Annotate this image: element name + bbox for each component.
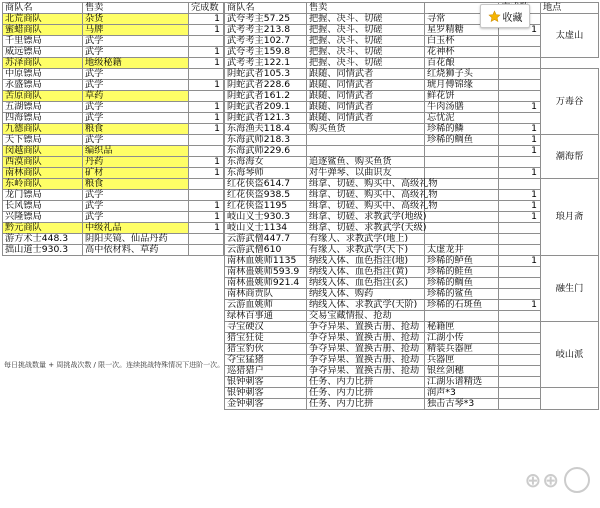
- reward-cell: 太虚龙井: [425, 245, 499, 256]
- count-cell: [499, 245, 541, 256]
- reward-cell: 百花酿: [425, 58, 499, 69]
- table-row: [225, 256, 599, 267]
- actions-cell: 把握、决斗、切磋: [307, 14, 425, 25]
- caravan-name-cell: 西漠商队: [3, 157, 83, 168]
- count-cell: 1: [189, 25, 224, 36]
- goods-cell: 武学: [83, 102, 189, 113]
- goods-cell: 武学: [83, 113, 189, 124]
- count-cell: 1: [499, 300, 541, 311]
- favorite-button[interactable]: [480, 4, 530, 28]
- npc-name-cell: 红花侠盗1195: [225, 201, 307, 212]
- npc-name-cell: 武夸考主159.8: [225, 47, 307, 58]
- count-cell: 1: [499, 124, 541, 135]
- reward-cell: [425, 168, 499, 179]
- npc-name-cell: 南林蛊姚师593.9: [225, 267, 307, 278]
- count-cell: 1: [499, 146, 541, 157]
- caravan-name-cell: 四海镖局: [3, 113, 83, 124]
- actions-cell: 把握、决斗、切磋: [307, 25, 425, 36]
- footnote-text: 每日挑战数量 + 周挑战次数 / 限一次。连续挑战特殊情况下进阶一次。: [4, 361, 225, 369]
- caravan-table-left-body: [3, 3, 224, 256]
- npc-name-cell: 云游血姚师: [225, 300, 307, 311]
- table-row: [3, 58, 224, 69]
- actions-cell: 有缘人、求教武学(地上): [307, 234, 425, 245]
- count-cell: 1: [189, 124, 224, 135]
- location-cell: 融生门: [541, 256, 599, 322]
- actions-cell: 缉拿、切磋、购买中、高级礼物: [307, 201, 425, 212]
- header-caravan-name: 商队名: [3, 3, 83, 14]
- reward-cell: 珍稀的石斑鱼: [425, 300, 499, 311]
- count-cell: [189, 36, 224, 47]
- npc-name-cell: 东海渔夫118.4: [225, 124, 307, 135]
- count-cell: [499, 344, 541, 355]
- count-cell: [499, 377, 541, 388]
- count-cell: [499, 267, 541, 278]
- caravan-name-cell: 兴隆镖局: [3, 212, 83, 223]
- actions-cell: 购买鱼货: [307, 124, 425, 135]
- reward-cell: 珍稀的鲷鱼: [425, 278, 499, 289]
- actions-cell: 把握、决斗、切磋: [307, 36, 425, 47]
- caravan-name-cell: 中原镖局: [3, 69, 83, 80]
- count-cell: [189, 234, 224, 245]
- table-row: [3, 223, 224, 234]
- reward-cell: 江湖小传: [425, 333, 499, 344]
- reward-cell: [425, 311, 499, 322]
- count-cell: 1: [499, 168, 541, 179]
- table-row: [3, 36, 224, 47]
- reward-cell: 忘忧泥: [425, 113, 499, 124]
- npc-name-cell: 武考考主213.8: [225, 25, 307, 36]
- count-cell: 1: [189, 113, 224, 124]
- count-cell: [499, 322, 541, 333]
- table-row: [225, 179, 599, 190]
- actions-cell: 任务、内力比拼: [307, 399, 425, 410]
- table-row: [3, 179, 224, 190]
- actions-cell: 纳线入体、求教武学(天阶): [307, 300, 425, 311]
- table-row: [225, 58, 599, 69]
- actions-cell: 跟随、同情武者: [307, 113, 425, 124]
- caravan-name-cell: 闵越商队: [3, 146, 83, 157]
- npc-name-cell: 红花侠盗614.7: [225, 179, 307, 190]
- table-row: [3, 168, 224, 179]
- header-complete-count: 完成数: [189, 3, 224, 14]
- reward-cell: 珍稀的鲑鱼: [425, 267, 499, 278]
- count-cell: [499, 91, 541, 102]
- count-cell: 1: [189, 212, 224, 223]
- actions-cell: 任务、内力比拼: [307, 388, 425, 399]
- actions-cell: 跟随、同情武者: [307, 102, 425, 113]
- location-cell: [541, 388, 599, 410]
- npc-name-cell: 武考考主122.1: [225, 58, 307, 69]
- table-row: [3, 113, 224, 124]
- count-cell: [499, 399, 541, 410]
- npc-name-cell: 寻宝硬汉: [225, 322, 307, 333]
- caravan-table-right: [224, 2, 599, 410]
- npc-name-cell: 阴蛇武者105.3: [225, 69, 307, 80]
- reward-cell: 银丝剑穗: [425, 366, 499, 377]
- npc-name-cell: 云游武僧610: [225, 245, 307, 256]
- caravan-name-cell: 苦原商队: [3, 91, 83, 102]
- star-icon: [488, 10, 501, 23]
- count-cell: [499, 157, 541, 168]
- goods-cell: 武学: [83, 201, 189, 212]
- count-cell: 1: [189, 201, 224, 212]
- actions-cell: 争夺异果、置换古册、抢劫: [307, 322, 425, 333]
- goods-cell: 矿材: [83, 168, 189, 179]
- npc-name-cell: 阴蛇武者121.3: [225, 113, 307, 124]
- actions-cell: 缉拿、切磋、求教武学(地级): [307, 212, 425, 223]
- caravan-name-cell: 永盛镖局: [3, 80, 83, 91]
- npc-name-cell: 猎宝豹伙: [225, 344, 307, 355]
- table-row: [3, 47, 224, 58]
- count-cell: [499, 223, 541, 234]
- count-cell: [499, 80, 541, 91]
- actions-cell: 争夺异果、置换古册、抢劫: [307, 333, 425, 344]
- reward-cell: 秘籍匣: [425, 322, 499, 333]
- table-row: [3, 69, 224, 80]
- goods-cell: 武学: [83, 190, 189, 201]
- goods-cell: 武学: [83, 212, 189, 223]
- npc-name-cell: 东海琴师: [225, 168, 307, 179]
- count-cell: [189, 135, 224, 146]
- count-cell: [499, 179, 541, 190]
- caravan-table-right-body: [225, 3, 599, 410]
- goods-cell: 武学: [83, 36, 189, 47]
- table-row: [225, 322, 599, 333]
- npc-name-cell: 东海海女: [225, 157, 307, 168]
- actions-cell: 纳线入体、血色指注(黄): [307, 267, 425, 278]
- npc-name-cell: 绿林百事通: [225, 311, 307, 322]
- reward-cell: 珍稀的鳞: [425, 124, 499, 135]
- reward-cell: 琥月傅锦缘: [425, 80, 499, 91]
- goods-cell: 粮食: [83, 179, 189, 190]
- table-row: [3, 80, 224, 91]
- count-cell: 1: [189, 58, 224, 69]
- reward-cell: [425, 234, 499, 245]
- table-row: [225, 14, 599, 25]
- actions-cell: 跟随、同情武者: [307, 91, 425, 102]
- count-cell: [499, 311, 541, 322]
- goods-cell: 杂货: [83, 14, 189, 25]
- count-cell: 1: [499, 135, 541, 146]
- count-cell: [499, 234, 541, 245]
- caravan-name-cell: 龙门镖局: [3, 190, 83, 201]
- count-cell: 1: [499, 25, 541, 36]
- caravan-name-cell: 九德商队: [3, 124, 83, 135]
- goods-cell: 武学: [83, 69, 189, 80]
- actions-cell: 任务、内力比拼: [307, 377, 425, 388]
- table-row: [3, 25, 224, 36]
- reward-cell: 珍稀的鲈鱼: [425, 256, 499, 267]
- goods-cell: 编织品: [83, 146, 189, 157]
- goods-cell: 武学: [83, 80, 189, 91]
- watermark-logo: [490, 458, 590, 502]
- npc-name-cell: 猎宝狂徒: [225, 333, 307, 344]
- count-cell: [499, 366, 541, 377]
- actions-cell: [307, 135, 425, 146]
- actions-cell: 对牛弹琴、以曲识友: [307, 168, 425, 179]
- npc-name-cell: 阴蛇武者161.2: [225, 91, 307, 102]
- count-cell: [189, 146, 224, 157]
- count-cell: [499, 289, 541, 300]
- header-actions: 售卖: [307, 3, 425, 14]
- location-cell: 潮海帮: [541, 135, 599, 179]
- reward-cell: 牛肉汤膳: [425, 102, 499, 113]
- location-cell: 太虚山: [541, 14, 599, 58]
- npc-name-cell: 东海武师218.3: [225, 135, 307, 146]
- npc-name-cell: 巡猎猎户: [225, 366, 307, 377]
- header-npc-name: 商队名: [225, 3, 307, 14]
- caravan-name-cell: 北荒商队: [3, 14, 83, 25]
- reward-cell: [425, 146, 499, 157]
- caravan-name-cell: 蜜蜡商队: [3, 25, 83, 36]
- reward-cell: 寻常: [425, 14, 499, 25]
- actions-cell: 跟随、同情武者: [307, 69, 425, 80]
- actions-cell: 缉拿、切磋、求教武学(天级): [307, 223, 425, 234]
- goods-cell: 武学: [83, 135, 189, 146]
- table-row: [3, 157, 224, 168]
- npc-name-cell: 南林血姚师1135: [225, 256, 307, 267]
- reward-cell: 珍稀的鲷鱼: [425, 135, 499, 146]
- header-goods: 售卖: [83, 3, 189, 14]
- npc-name-cell: 岐山义士930.3: [225, 212, 307, 223]
- table-row: [3, 190, 224, 201]
- npc-name-cell: 夺宝猛猪: [225, 355, 307, 366]
- count-cell: 1: [189, 80, 224, 91]
- count-cell: [499, 36, 541, 47]
- reward-cell: [425, 157, 499, 168]
- goods-cell: 草药: [83, 91, 189, 102]
- actions-cell: 缉拿、切磋、购买中、高级礼物: [307, 190, 425, 201]
- count-cell: [499, 278, 541, 289]
- table-row: [225, 135, 599, 146]
- table-row: [3, 14, 224, 25]
- count-cell: [499, 388, 541, 399]
- actions-cell: 纳线入体、血色指注(地): [307, 256, 425, 267]
- table-row: [3, 201, 224, 212]
- caravan-name-cell: 五湖镖局: [3, 102, 83, 113]
- watermark-mark: ⊕⊕: [524, 468, 560, 492]
- count-cell: 1: [189, 157, 224, 168]
- reward-cell: 江湖乐谱精选: [425, 377, 499, 388]
- actions-cell: 有缘人、求教武学(天下): [307, 245, 425, 256]
- actions-cell: 争夺异果、置换古册、抢劫: [307, 355, 425, 366]
- caravan-table-left: [2, 2, 224, 256]
- reward-cell: 星罗精糖: [425, 25, 499, 36]
- count-cell: 1: [189, 47, 224, 58]
- actions-cell: 追逐鲨鱼、购买鱼货: [307, 157, 425, 168]
- table-row: [3, 124, 224, 135]
- caravan-name-cell: 千里镖局: [3, 36, 83, 47]
- actions-cell: 把握、决斗、切磋: [307, 47, 425, 58]
- npc-name-cell: 南林商贾队: [225, 289, 307, 300]
- npc-name-cell: 东海武师229.6: [225, 146, 307, 157]
- count-cell: [189, 245, 224, 256]
- npc-name-cell: 金钟刺客: [225, 399, 307, 410]
- caravan-name-cell: 南林商队: [3, 168, 83, 179]
- count-cell: [499, 355, 541, 366]
- npc-name-cell: 武夸考主57.25: [225, 14, 307, 25]
- count-cell: [189, 179, 224, 190]
- caravan-name-cell: 黔元商队: [3, 223, 83, 234]
- npc-name-cell: 南林蛊姚师921.4: [225, 278, 307, 289]
- npc-name-cell: 阴蛇武者228.6: [225, 80, 307, 91]
- npc-name-cell: 阴蛇武者209.1: [225, 102, 307, 113]
- table-row: [225, 388, 599, 399]
- reward-cell: 精装兵器匣: [425, 344, 499, 355]
- actions-cell: 跟随、同情武者: [307, 80, 425, 91]
- goods-cell: 中级礼品: [83, 223, 189, 234]
- actions-cell: 纳线入体、购药: [307, 289, 425, 300]
- npc-name-cell: 银钟刺客: [225, 377, 307, 388]
- actions-cell: [307, 146, 425, 157]
- caravan-name-cell: 拙山道士930.3: [3, 245, 83, 256]
- table-row: [3, 91, 224, 102]
- reward-cell: 白玉杯: [425, 36, 499, 47]
- count-cell: 1: [189, 14, 224, 25]
- count-cell: 1: [189, 168, 224, 179]
- count-cell: 1: [499, 102, 541, 113]
- goods-cell: 地级秘籍: [83, 58, 189, 69]
- reward-cell: 兵器匣: [425, 355, 499, 366]
- reward-cell: 润声*3: [425, 388, 499, 399]
- reward-cell: 珍稀的鲨鱼: [425, 289, 499, 300]
- table-row: [3, 102, 224, 113]
- npc-name-cell: 武考考主102.7: [225, 36, 307, 47]
- table-row: [3, 212, 224, 223]
- reward-cell: [425, 223, 499, 234]
- goods-cell: 丹药: [83, 157, 189, 168]
- count-cell: [499, 113, 541, 124]
- count-cell: [499, 58, 541, 69]
- reward-cell: 独击古琴*3: [425, 399, 499, 410]
- actions-cell: 交易宝藏情报、抢劫: [307, 311, 425, 322]
- caravan-name-cell: 苏泽商队: [3, 58, 83, 69]
- count-cell: 1: [499, 256, 541, 267]
- location-cell: 琅月斋: [541, 179, 599, 256]
- actions-cell: 纳线入体、血色指注(玄): [307, 278, 425, 289]
- count-cell: [499, 69, 541, 80]
- location-cell: 万毒谷: [541, 69, 599, 135]
- caravan-name-cell: 威远镖局: [3, 47, 83, 58]
- count-cell: 1: [499, 212, 541, 223]
- table-row: [3, 135, 224, 146]
- goods-cell: 武学: [83, 47, 189, 58]
- caravan-name-cell: 天下镖局: [3, 135, 83, 146]
- table-row: [3, 245, 224, 256]
- reward-cell: 花神杯: [425, 47, 499, 58]
- npc-name-cell: 岐山义士1134: [225, 223, 307, 234]
- watermark-badge-icon: [564, 467, 590, 493]
- actions-cell: 争夺异果、置换古册、抢劫: [307, 366, 425, 377]
- caravan-name-cell: 长风镖局: [3, 201, 83, 212]
- favorite-label: 收藏: [502, 12, 523, 24]
- goods-cell: 马牌: [83, 25, 189, 36]
- npc-name-cell: 红花侠盗938.5: [225, 190, 307, 201]
- count-cell: [499, 47, 541, 58]
- goods-cell: 阴阳夹镜、仙品丹药: [83, 234, 189, 245]
- reward-cell: 红烧狮子头: [425, 69, 499, 80]
- count-cell: 1: [499, 201, 541, 212]
- count-cell: [189, 91, 224, 102]
- header-location: 地点: [541, 3, 599, 14]
- caravan-name-cell: 东岭商队: [3, 179, 83, 190]
- goods-cell: 高中依材料、草药: [83, 245, 189, 256]
- table-row: [3, 234, 224, 245]
- npc-name-cell: 银钟刺客: [225, 388, 307, 399]
- table-row: [225, 69, 599, 80]
- table-row: [3, 146, 224, 157]
- caravan-name-cell: 游方术士448.3: [3, 234, 83, 245]
- location-cell: 岐山派: [541, 322, 599, 388]
- reward-cell: 鲜花饼: [425, 91, 499, 102]
- actions-cell: 争夺异果、置换古册、抢劫: [307, 344, 425, 355]
- reward-cell: [425, 212, 499, 223]
- count-cell: [189, 190, 224, 201]
- goods-cell: 粮食: [83, 124, 189, 135]
- npc-name-cell: 云游武僧447.7: [225, 234, 307, 245]
- count-cell: 1: [189, 102, 224, 113]
- count-cell: [499, 333, 541, 344]
- count-cell: 1: [499, 190, 541, 201]
- actions-cell: 把握、决斗、切磋: [307, 58, 425, 69]
- count-cell: [189, 69, 224, 80]
- actions-cell: 缉拿、切磋、购买中、高级礼物: [307, 179, 425, 190]
- count-cell: 1: [189, 223, 224, 234]
